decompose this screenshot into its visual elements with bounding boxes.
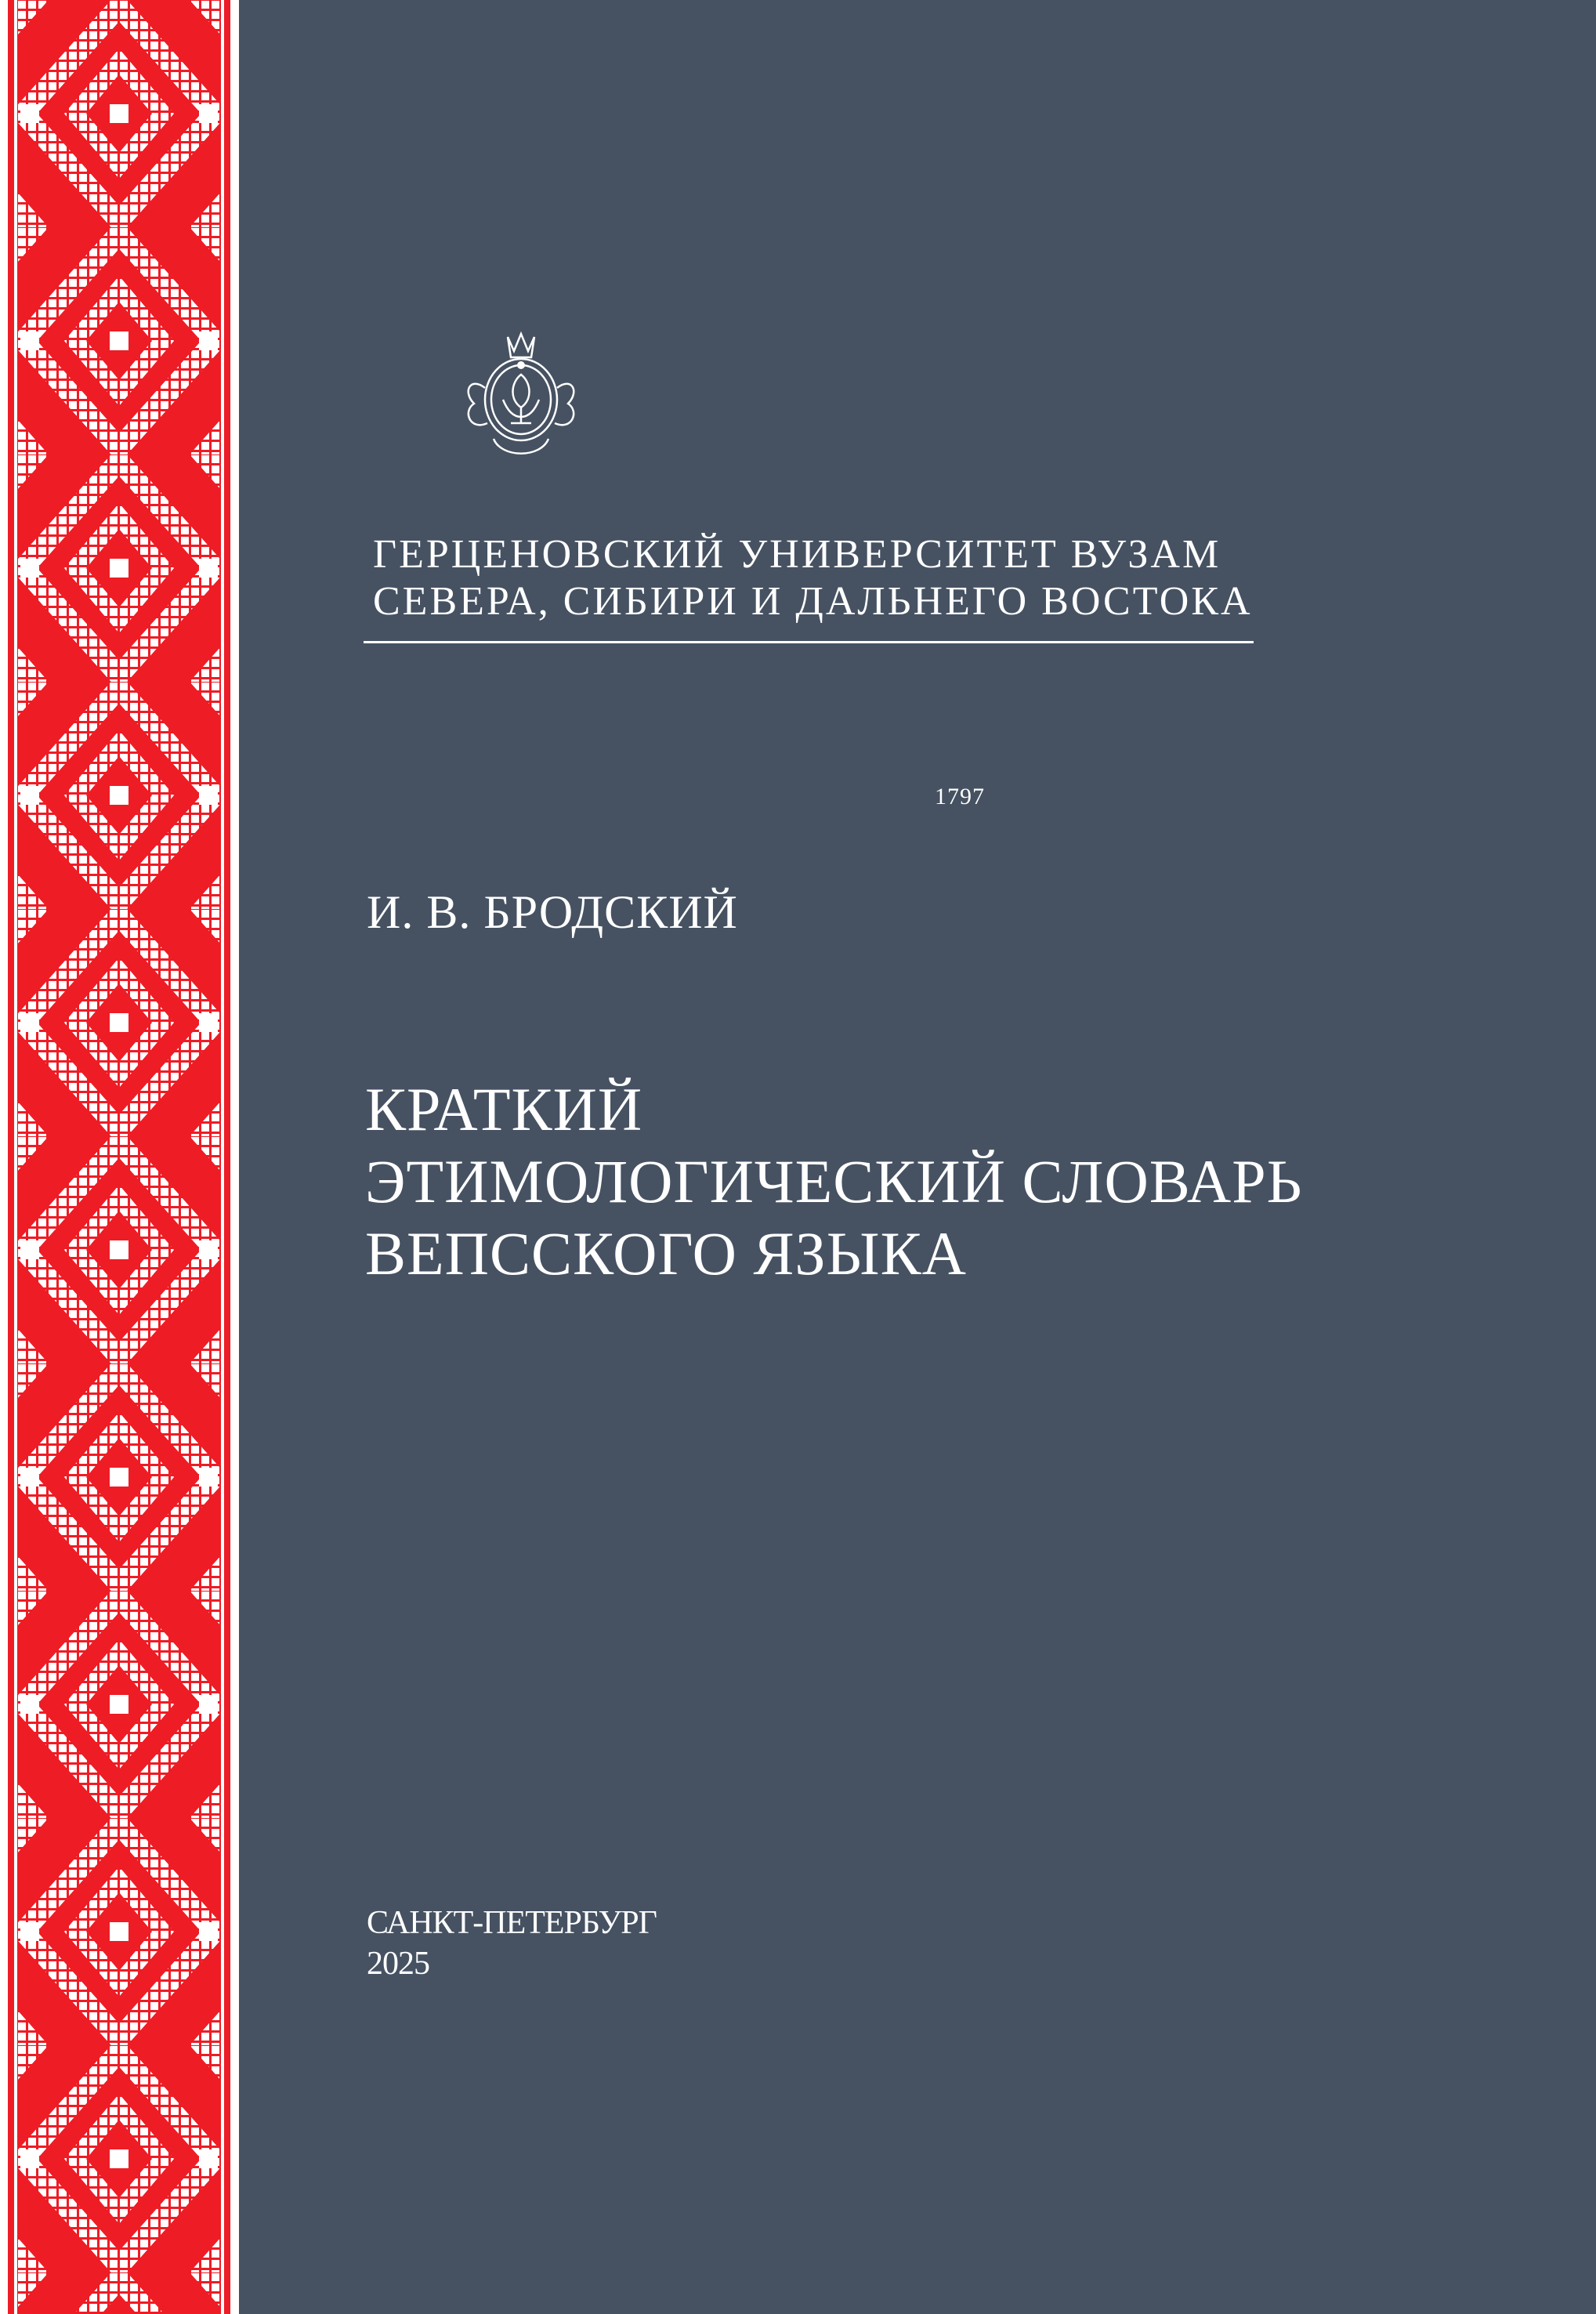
emblem-year: 1797 [935, 784, 985, 809]
author-name: И. В. БРОДСКИЙ [367, 886, 738, 938]
embroidery-pattern-icon [0, 0, 239, 2314]
title-line: ЭТИМОЛОГИЧЕСКИЙ СЛОВАРЬ [365, 1147, 1303, 1215]
title-line: ВЕПССКОГО ЯЗЫКА [365, 1219, 967, 1287]
imprint-year: 2025 [367, 1946, 429, 1982]
imprint [367, 1903, 657, 1984]
title-line: КРАТКИЙ [365, 1075, 643, 1143]
university-emblem-pelican-icon [439, 313, 603, 478]
divider-rule [364, 641, 1254, 643]
book-title [365, 1074, 1462, 1290]
imprint-city: САНКТ-ПЕТЕРБУРГ [367, 1905, 657, 1941]
publisher-line: СЕВЕРА, СИБИРИ И ДАЛЬНЕГО ВОСТОКА [373, 579, 1253, 624]
publisher-series [373, 531, 1266, 625]
publisher-line: ГЕРЦЕНОВСКИЙ УНИВЕРСИТЕТ ВУЗАМ [373, 532, 1221, 577]
embroidery-ornament-strip [0, 0, 239, 2314]
